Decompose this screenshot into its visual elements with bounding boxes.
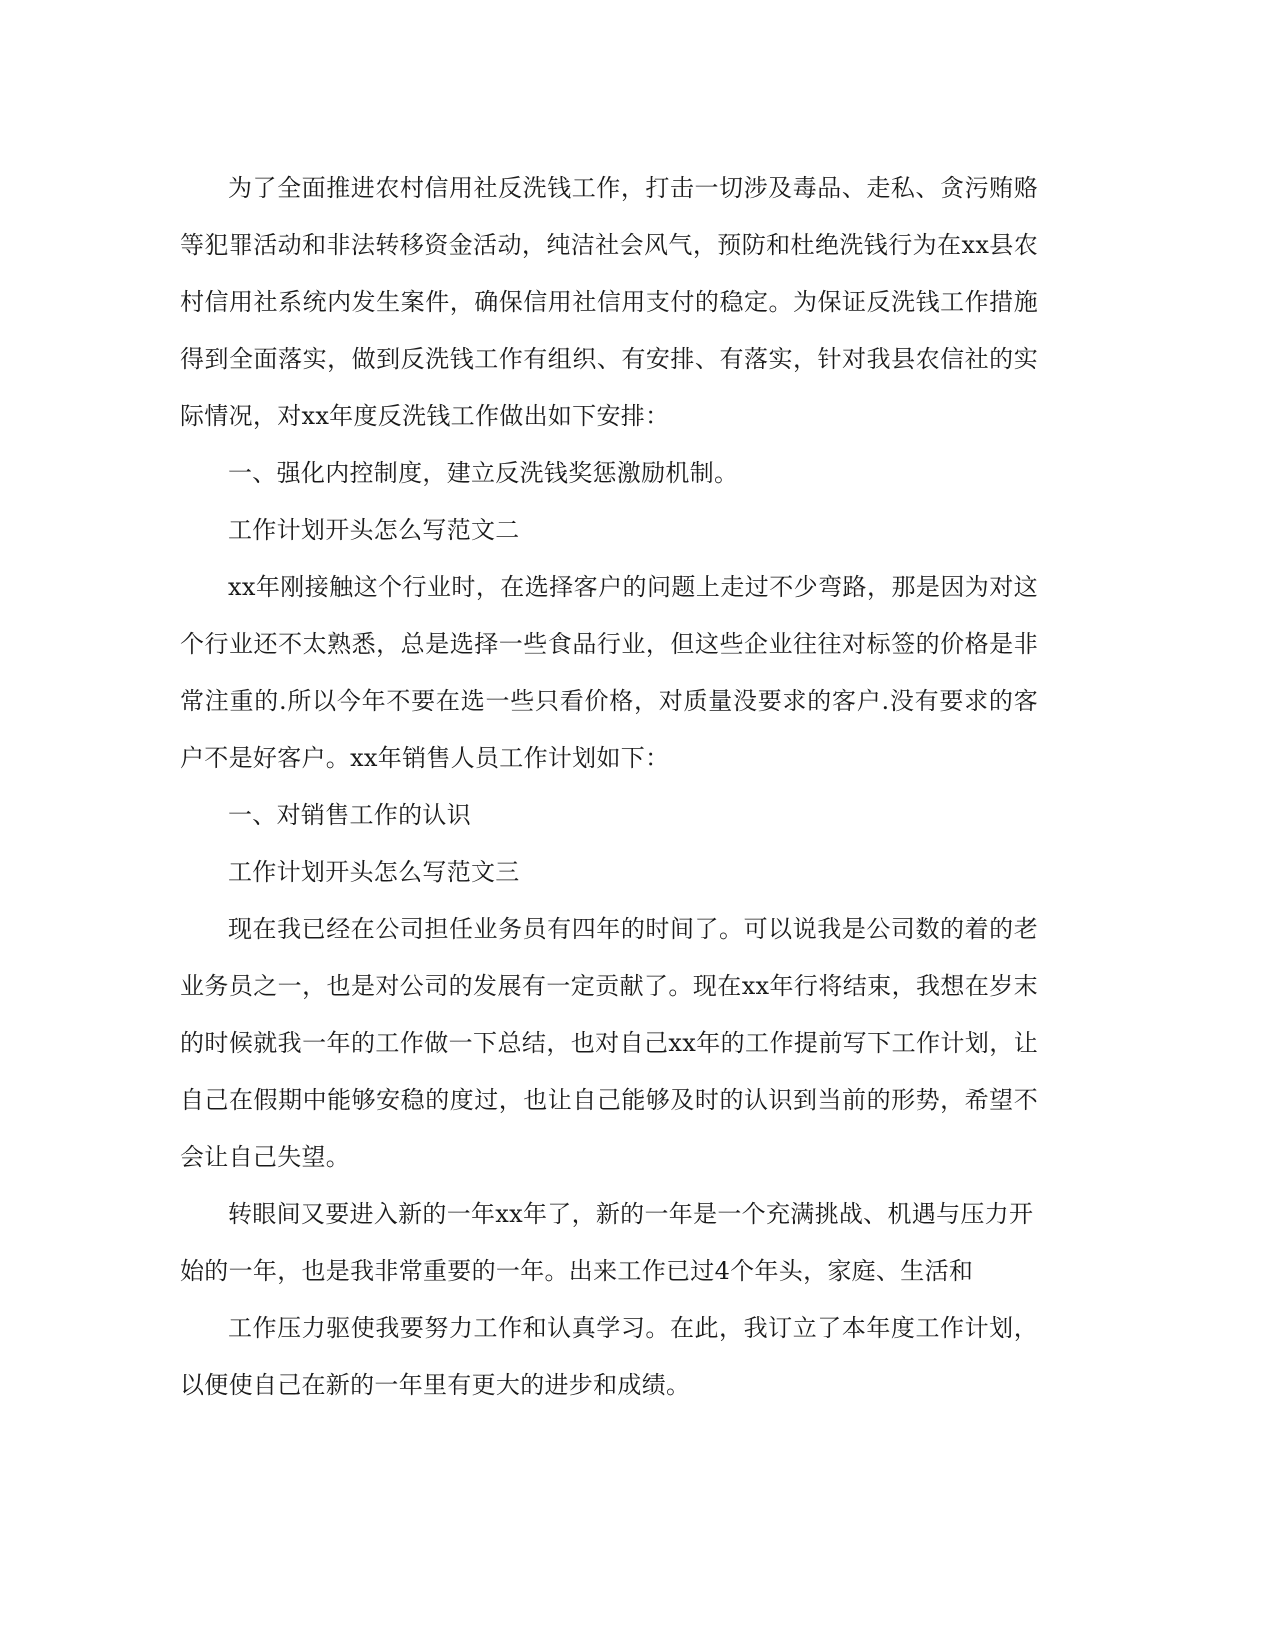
paragraph-new-year-intro: 转眼间又要进入新的一年xx年了，新的一年是一个充满挑战、机遇与压力开始的一年，也是我非常重要的一年。出来工作已过4个年头，家庭、生活和 [180, 1200, 1034, 1285]
paragraph-section-one-sales-understanding: 一、对销售工作的认识 [228, 801, 471, 829]
paragraph-sample-two-heading: 工作计划开头怎么写范文二 [228, 516, 520, 544]
paragraph-sample-three-heading: 工作计划开头怎么写范文三 [228, 858, 520, 886]
document-body [180, 160, 1038, 1414]
paragraph-salesperson-summary: 现在我已经在公司担任业务员有四年的时间了。可以说我是公司数的着的老业务员之一，也是对公司的发展有一定贡献了。现在xx年行将结束，我想在岁末的时候就我一年的工作做一下总结，也对自己xx年的工作提前写下工作计划，让自己在假期中能够安稳的度过，也让自己能够及时的认识到当前的形势，希望不会让自己失望。 [180, 915, 1038, 1171]
paragraph-work-pressure: 工作压力驱使我要努力工作和认真学习。在此，我订立了本年度工作计划，以便使自己在新的一年里有更大的进步和成绩。 [180, 1314, 1038, 1399]
paragraph-section-one-internal-control: 一、强化内控制度，建立反洗钱奖惩激励机制。 [228, 459, 739, 487]
paragraph-sales-plan-intro: xx年刚接触这个行业时，在选择客户的问题上走过不少弯路，那是因为对这个行业还不太熟悉，总是选择一些食品行业，但这些企业往往对标签的价格是非常注重的.所以今年不要在选一些只看价格，对质量没要求的客户.没有要求的客户不是好客户。xx年销售人员工作计划如下： [180, 573, 1038, 772]
paragraph-anti-money-laundering-intro: 为了全面推进农村信用社反洗钱工作，打击一切涉及毒品、走私、贪污贿赂等犯罪活动和非法转移资金活动，纯洁社会风气，预防和杜绝洗钱行为在xx县农村信用社系统内发生案件，确保信用社信用支付的稳定。为保证反洗钱工作措施得到全面落实，做到反洗钱工作有组织、有安排、有落实，针对我县农信社的实际情况，对xx年度反洗钱工作做出如下安排： [180, 174, 1038, 430]
